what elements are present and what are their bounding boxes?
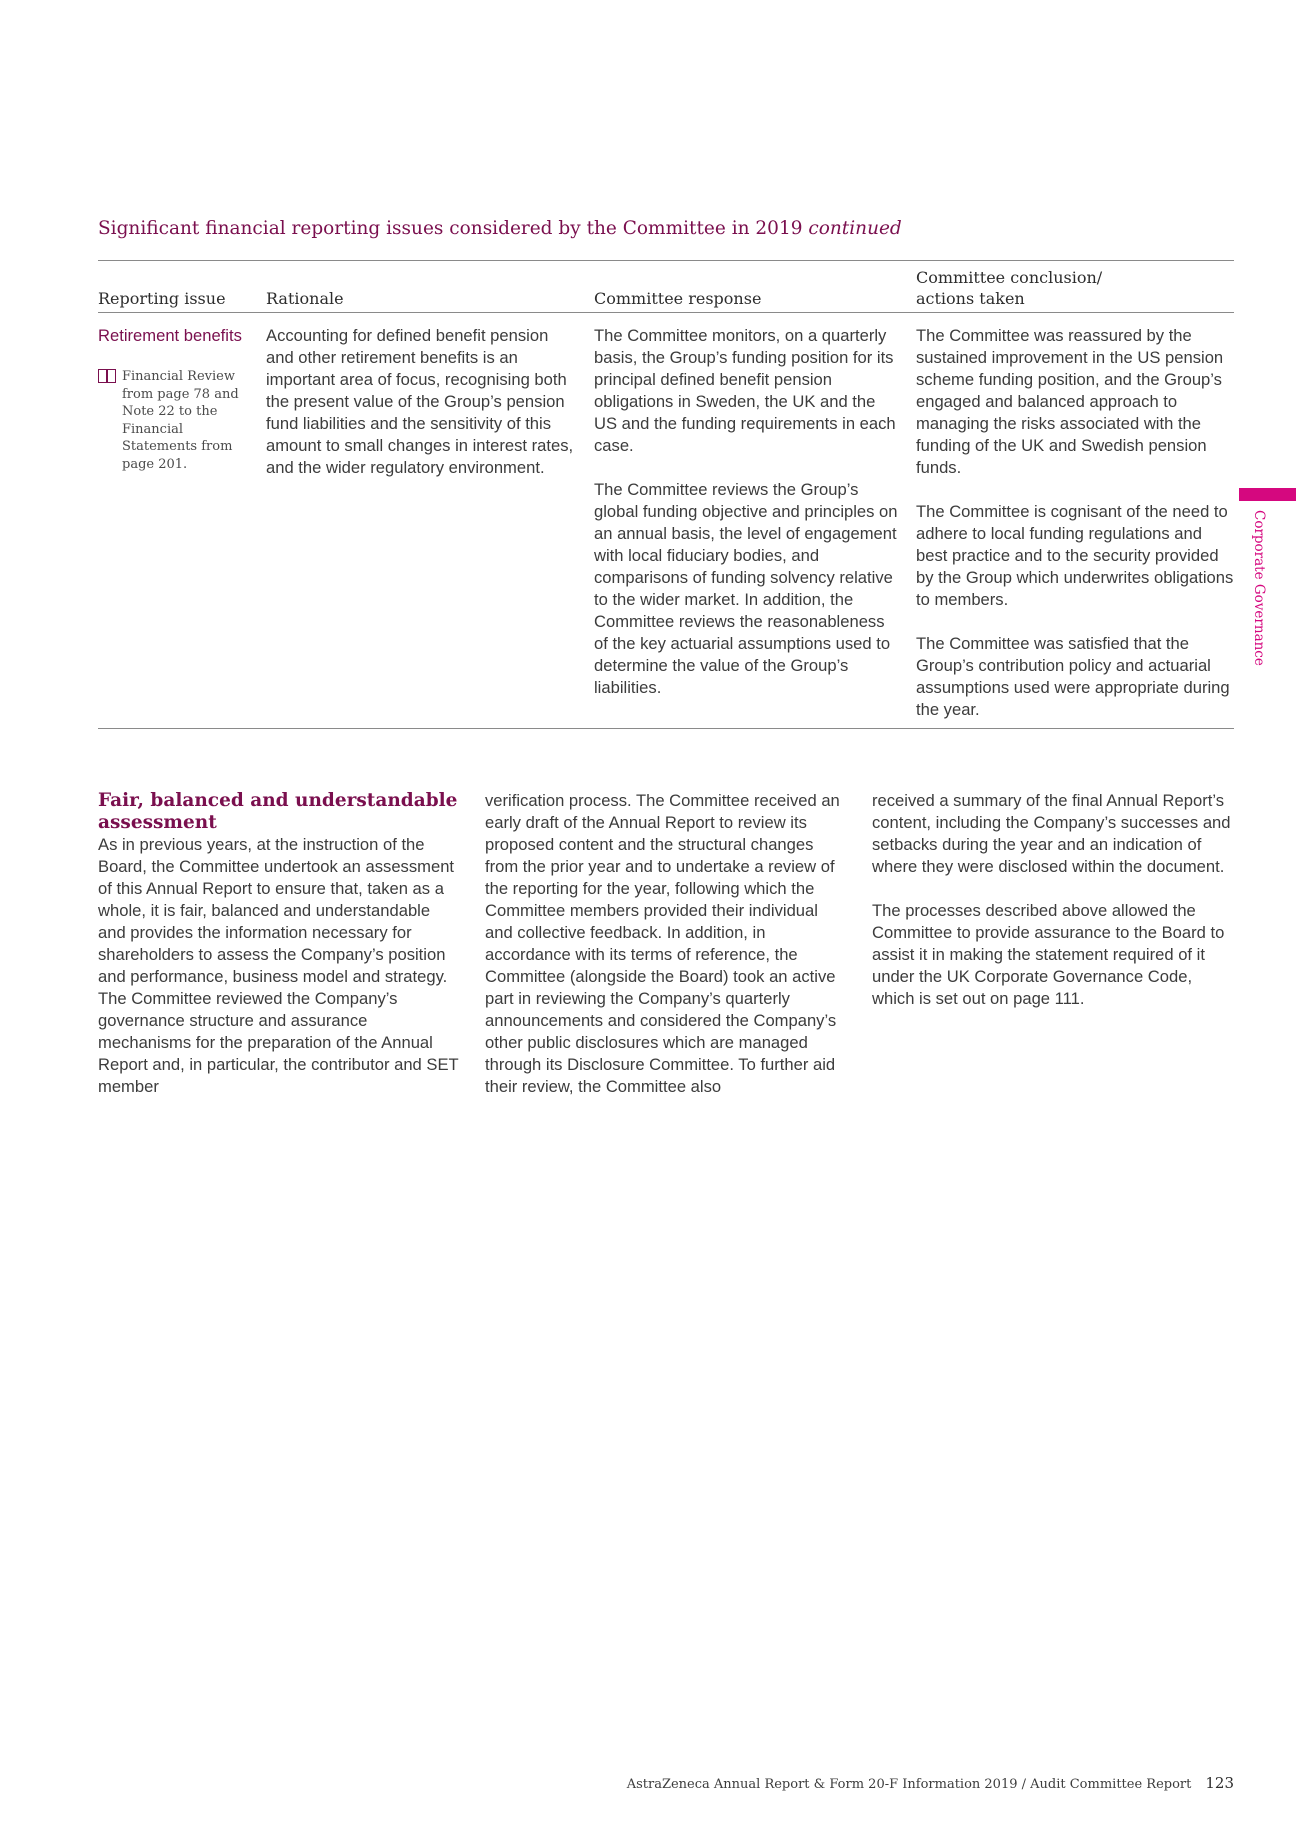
header-committee-response: Committee response [594,289,762,308]
cross-reference [98,368,258,473]
header-conclusion-line2: actions taken [916,289,1025,308]
fair-assessment-text: received a summary of the final Annual Report’s content, including the Company’s successes and setbacks during the year and an indication of where they were disclosed within the document. [872,791,1231,876]
fair-assessment-text: As in previous years, at the instruction of the Board, the Committee undertook an assessment of this Annual Report to ensure that, taken as a whole, it is fair, balanced and understandable and provides the information necessary for shareholders to assess the Company’s position and performance, business model and strategy. The Committee reviewed the Company’s governance structure and assurance mechanisms for the preparation of the Annual Report and, in particular, the contributor and SET member [98,835,459,1096]
section-title [98,218,1098,239]
cross-reference-text: Financial Review from page 78 and Note 22 to the Financial Statements from page 201. [122,369,239,472]
page-number: 123 [1205,1774,1234,1792]
section-title-text: Significant financial reporting issues considered by the Committee in 2019 [98,218,803,239]
side-tab-label: Corporate Governance [1251,510,1267,666]
page-footer [600,1774,1234,1792]
response-paragraph: The Committee reviews the Group’s global funding objective and principles on an annual basis, the level of engagement with local fiduciary bodies, and comparisons of funding solvency relative to the wider market. In addition, the Committee reviews the reasonableness of the key actuarial assumptions used to determine the value of the Group’s liabilities. [594,480,898,697]
conclusion-paragraph: The Committee was reassured by the sustained improvement in the US pension scheme funding position, and the Group’s engaged and balanced approach to managing the risks associated with the funding of the UK and Swedish pension funds. [916,326,1224,477]
table-top-rule [98,260,1234,261]
section-title-suffix: continued [808,218,902,239]
header-reporting-issue: Reporting issue [98,289,226,308]
response-paragraph: The Committee monitors, on a quarterly basis, the Group’s funding position for its principal defined benefit pension obligations in Sweden, the UK and the US and the funding requirements in each case. [594,326,896,455]
fair-assessment-col1 [98,790,460,1120]
fair-assessment-heading: Fair, balanced and understandable assessment [98,790,458,833]
table-header-rule [98,312,1234,313]
header-committee-conclusion [916,267,1102,309]
rationale-text: Accounting for defined benefit pension and other retirement benefits is an important area of focus, recognising both the present value of the Group’s pension fund liabilities and the sensitivity of this amount to small changes in interest rates, and the wider regulatory environment. [266,326,574,477]
header-rationale: Rationale [266,289,344,308]
book-icon [98,369,116,383]
fair-assessment-col2 [485,790,847,1120]
side-tab-marker [1239,488,1296,501]
conclusion-paragraph: The Committee is cognisant of the need to adhere to local funding regulations and best practice and to the security provided by the Group which underwrites obligations to members. [916,502,1234,609]
fair-assessment-text: verification process. The Committee received an early draft of the Annual Report to review its proposed content and the structural changes from the prior year and to undertake a review of the reporting for the year, following which the Committee members provided their individual and collective feedback. In addition, in accordance with its terms of reference, the Committee (alongside the Board) took an active part in reviewing the Company’s quarterly announcements and considered the Company’s other public disclosures which are managed through its Disclosure Committee. To further aid their review, the Committee also [485,791,840,1096]
fair-assessment-text: The processes described above allowed the Committee to provide assurance to the Board to assist it in making the statement required of it under the UK Corporate Governance Code, which is set out on page 111. [872,901,1225,1008]
conclusion-cell [916,325,1234,721]
header-conclusion-line1: Committee conclusion/ [916,268,1103,287]
footer-text: AstraZeneca Annual Report & Form 20-F Information 2019 / Audit Committee Report [626,1777,1192,1792]
fair-assessment-col3 [872,790,1234,1032]
issue-retirement-benefits: Retirement benefits [98,326,242,345]
conclusion-paragraph: The Committee was satisfied that the Group’s contribution policy and actuarial assumptions used were appropriate during the year. [916,634,1230,719]
table-bottom-rule [98,728,1234,729]
response-cell [594,325,900,699]
rationale-cell [266,325,574,479]
